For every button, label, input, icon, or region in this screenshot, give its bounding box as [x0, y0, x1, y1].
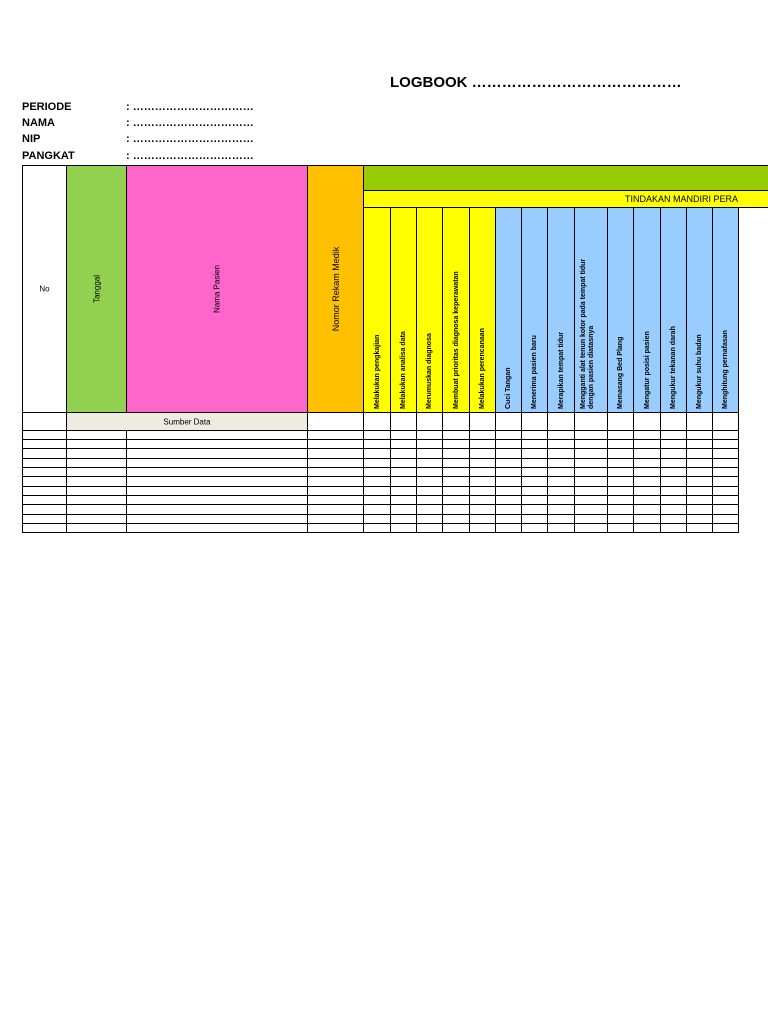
table-cell[interactable] — [390, 523, 417, 533]
header-activity-label: Mengukur suhu badan — [696, 334, 703, 409]
sumber-data-cell[interactable] — [442, 412, 470, 431]
header-activity-6 — [495, 207, 522, 413]
header-activity-label: Mengganti alat tenun kotor pada tempat tidur dengan pasien diatasnya — [579, 258, 595, 409]
group-header-band — [363, 165, 768, 191]
header-activity-label: Melakukan analisa data — [400, 331, 407, 409]
header-activity-label: Membuat prioritas diagnosa keperawatan — [452, 271, 460, 409]
table-cell[interactable] — [660, 523, 687, 533]
sumber-data-cell[interactable] — [660, 412, 687, 431]
table-cell[interactable] — [307, 523, 364, 533]
header-activity-1 — [363, 207, 391, 413]
sumber-data-cell[interactable] — [495, 412, 522, 431]
table-cell[interactable] — [363, 523, 391, 533]
table-cell[interactable] — [469, 523, 496, 533]
table-cell[interactable] — [126, 523, 308, 533]
header-tanggal-label: Tanggal — [92, 274, 101, 304]
table-cell[interactable] — [686, 523, 713, 533]
header-activity-3 — [416, 207, 443, 413]
header-activity-label: Mengatur posisi pasien — [643, 331, 651, 409]
table-cell[interactable] — [547, 523, 575, 533]
sumber-data-cell[interactable] — [521, 412, 548, 431]
table-cell[interactable] — [66, 523, 127, 533]
header-activity-label: Merapikan tempat tidur — [557, 331, 565, 409]
sumber-data-cell[interactable] — [633, 412, 661, 431]
header-activity-14 — [712, 207, 739, 413]
sumber-data-cell[interactable] — [469, 412, 496, 431]
table-cell[interactable] — [521, 523, 548, 533]
sumber-data-cell[interactable] — [22, 412, 67, 431]
header-activity-label: Melakukan perencanaan — [479, 328, 486, 409]
table-cell[interactable] — [442, 523, 470, 533]
header-no-label: No — [39, 284, 50, 294]
header-activity-label: Menghitung pernafasan — [722, 330, 729, 409]
sumber-data-cell[interactable] — [390, 412, 417, 431]
table-cell[interactable] — [633, 523, 661, 533]
header-nomor-rekam-medik-label: Nomor Rekam Medik — [330, 246, 341, 332]
header-activity-5 — [469, 207, 496, 413]
table-cell[interactable] — [416, 523, 443, 533]
sumber-data-label: Sumber Data — [163, 417, 211, 426]
header-activity-7 — [521, 207, 548, 413]
field-label: NIP — [22, 133, 41, 145]
field-value[interactable]: : …………………………… — [126, 117, 254, 129]
page-title: LOGBOOK …………………………………… — [390, 74, 682, 91]
sumber-data-cell[interactable] — [547, 412, 575, 431]
group-header-label: TINDAKAN MANDIRI PERA — [624, 194, 738, 204]
header-no — [22, 165, 67, 413]
header-activity-10 — [607, 207, 634, 413]
header-activity-label: Cuci Tangan — [505, 367, 512, 409]
table-cell[interactable] — [22, 523, 67, 533]
sumber-data-cell[interactable] — [712, 412, 739, 431]
sumber-data-cell[interactable] — [574, 412, 608, 431]
header-activity-label: Merumuskan diagnosa — [426, 333, 433, 409]
table-cell[interactable] — [712, 523, 739, 533]
header-activity-11 — [633, 207, 661, 413]
field-value[interactable]: : …………………………… — [126, 101, 254, 113]
sumber-data-cell[interactable] — [686, 412, 713, 431]
header-activity-12 — [660, 207, 687, 413]
field-label: PERIODE — [22, 101, 72, 113]
table-cell[interactable] — [574, 523, 608, 533]
header-nama-pasien-label: Nama Pasien — [212, 264, 222, 314]
sumber-data-row — [66, 412, 308, 431]
header-activity-label: Menerima pasien baru — [531, 335, 538, 409]
header-tanggal — [66, 165, 127, 413]
sumber-data-cell[interactable] — [607, 412, 634, 431]
header-activity-8 — [547, 207, 575, 413]
header-activity-2 — [390, 207, 417, 413]
sumber-data-cell[interactable] — [363, 412, 391, 431]
header-activity-9 — [574, 207, 608, 413]
header-activity-label: Melakukan pengkajian — [373, 334, 381, 409]
header-nama-pasien — [126, 165, 308, 413]
header-activity-13 — [686, 207, 713, 413]
header-nomor-rekam-medik — [307, 165, 364, 413]
field-label: NAMA — [22, 117, 55, 129]
field-value[interactable]: : …………………………… — [126, 133, 254, 145]
header-activity-4 — [442, 207, 470, 413]
field-label: PANGKAT — [22, 150, 75, 162]
header-activity-label: Mengukur tekanan darah — [670, 326, 677, 409]
table-cell[interactable] — [495, 523, 522, 533]
header-activity-label: Memasang Bed Plang — [617, 336, 624, 409]
field-value[interactable]: : …………………………… — [126, 150, 254, 162]
sumber-data-cell[interactable] — [416, 412, 443, 431]
table-cell[interactable] — [607, 523, 634, 533]
group-header-label-band — [363, 190, 768, 208]
